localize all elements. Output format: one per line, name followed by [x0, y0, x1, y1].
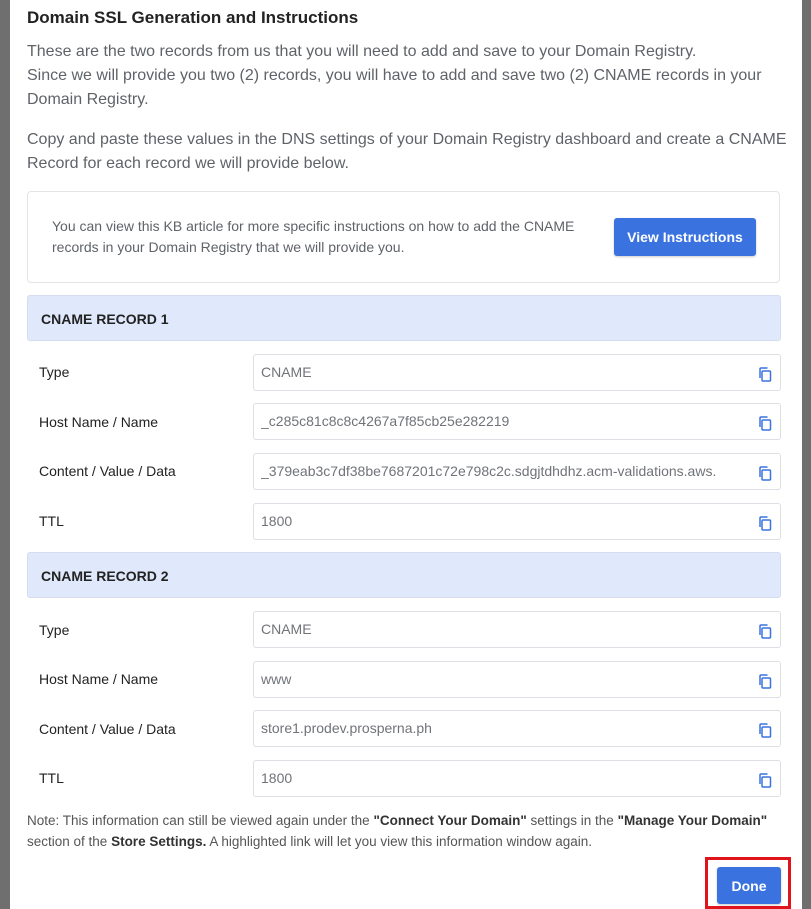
- copy-icon[interactable]: [758, 466, 772, 481]
- cname-record-2-title: CNAME RECORD 2: [41, 568, 169, 584]
- record-1-type-value: CNAME: [261, 364, 312, 380]
- record-1-ttl-label: TTL: [39, 513, 64, 529]
- record-1-content-label: Content / Value / Data: [39, 463, 176, 479]
- record-2-host-label: Host Name / Name: [39, 671, 159, 687]
- cname-record-2-heading: [27, 552, 781, 598]
- note-text: Note: This information can still be viewed again under the: [27, 813, 374, 828]
- record-1-host-label: Host Name / Name: [39, 414, 159, 430]
- record-2-type-field[interactable]: [253, 611, 781, 648]
- record-2-host-field[interactable]: [253, 661, 781, 698]
- kb-article-text: You can view this KB article for more specific instructions on how to add the CNAME records in your Domain Registry that we will provide you.: [52, 218, 575, 255]
- kb-article-box: [27, 191, 780, 283]
- record-1-ttl-field[interactable]: [253, 503, 781, 540]
- record-2-type-value: CNAME: [261, 621, 312, 637]
- record-2-ttl-label: TTL: [39, 770, 64, 786]
- record-2-type-label: Type: [39, 622, 70, 638]
- dialog-title: Domain SSL Generation and Instructions: [27, 8, 359, 27]
- copy-icon[interactable]: [758, 624, 772, 639]
- record-1-type-label: Type: [39, 364, 70, 380]
- copy-icon[interactable]: [758, 723, 772, 738]
- record-1-content-value: _379eab3c7df38be7687201c72e798c2c.sdgjtdhdhz.acm-validations.aws.: [261, 463, 717, 479]
- record-1-type-field[interactable]: [253, 354, 781, 391]
- copy-icon[interactable]: [758, 416, 772, 431]
- intro-line-2: Since we will provide you two (2) records, you will have to add and save two (2) CNAME records in your Domain Registry.: [27, 67, 762, 108]
- modal-backdrop-right: [801, 0, 811, 909]
- ssl-instructions-dialog: [10, 0, 802, 909]
- note-store-settings: Store Settings.: [111, 834, 207, 849]
- copy-icon[interactable]: [758, 773, 772, 788]
- cname-record-1-title: CNAME RECORD 1: [41, 311, 169, 327]
- record-2-content-value: store1.prodev.prosperna.ph: [261, 720, 432, 736]
- record-1-ttl-value: 1800: [261, 513, 293, 529]
- record-2-content-label: Content / Value / Data: [39, 721, 176, 737]
- modal-backdrop-left: [0, 0, 10, 909]
- copy-icon[interactable]: [758, 516, 772, 531]
- record-2-content-field[interactable]: [253, 710, 781, 747]
- copy-icon[interactable]: [758, 674, 772, 689]
- record-1-host-field[interactable]: [253, 403, 781, 440]
- info-note: [27, 810, 787, 852]
- record-2-ttl-field[interactable]: [253, 760, 781, 797]
- note-text: A highlighted link will let you view this information window again.: [206, 834, 593, 849]
- note-text: section of the: [27, 834, 112, 849]
- note-text: settings in the: [526, 813, 618, 828]
- note-connect-domain: "Connect Your Domain": [373, 813, 527, 828]
- intro-line-1: These are the two records from us that you will need to add and save to your Domain Registry.: [27, 43, 697, 60]
- view-instructions-button[interactable]: View Instructions: [614, 218, 756, 256]
- record-1-content-field[interactable]: [253, 453, 781, 490]
- record-1-host-value: _c285c81c8c8c4267a7f85cb25e282219: [261, 413, 510, 429]
- cname-record-1-heading: [27, 295, 781, 341]
- copy-icon[interactable]: [758, 367, 772, 382]
- record-2-host-value: www: [261, 671, 292, 687]
- intro-line-3: Copy and paste these values in the DNS settings of your Domain Registry dashboard and create a CNAME Record for each record we will provide below.: [27, 131, 787, 172]
- dialog-intro: [27, 40, 787, 176]
- record-2-ttl-value: 1800: [261, 770, 293, 786]
- note-manage-domain: "Manage Your Domain": [617, 813, 768, 828]
- done-button[interactable]: Done: [717, 867, 781, 904]
